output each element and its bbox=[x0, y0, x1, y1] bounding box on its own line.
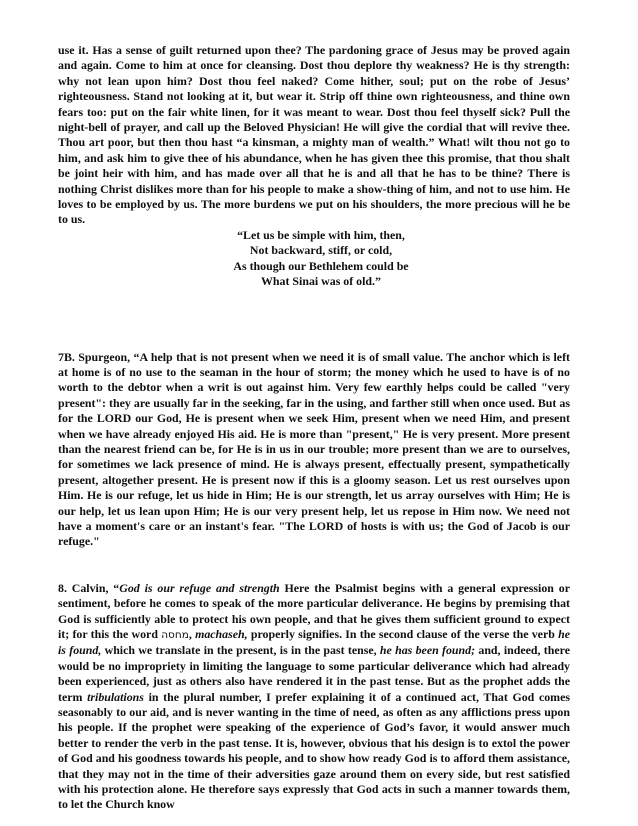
section-gap bbox=[58, 550, 570, 581]
term-he-has-been-found: he has been found; bbox=[379, 643, 476, 658]
document-page bbox=[58, 43, 570, 813]
poem-line: “Let us be simple with him, then, bbox=[237, 227, 405, 242]
term-machaseh: machaseh, bbox=[195, 627, 248, 641]
calvin-verse-title: God is our refuge and strength bbox=[119, 580, 280, 595]
term-he-is-found: he is found, bbox=[58, 627, 570, 658]
paragraph-calvin bbox=[58, 581, 570, 813]
poem-quote bbox=[226, 228, 416, 290]
section-gap bbox=[58, 290, 570, 350]
hebrew-word: מחסה bbox=[161, 629, 189, 641]
paragraph-spurgeon: 7B. Spurgeon, “A help that is not present when we need it is of small value. The anchor which is left at home is of no use to the seaman in the hour of storm; the money which he used to have is of no worth to the debtor when a writ is out against him. Very few earthly helps could be called "very present": they are usually far in the seeking, far in the using, and farther still when once used. But as for the LORD our God, He is present when we seek Him, present when we need Him, and present when we have already enjoyed His aid. He is more than "present," He is very present. More present than the nearest friend can be, for He is in us in our trouble; more present than we are to ourselves, for sometimes we lack presence of mind. He is always present, effectually present, sympathetically present, altogether present. He is present now if this is a gloomy season. Let us rest ourselves upon Him. He is our refuge, let us hide in Him; He is our strength, let us array ourselves with Him; He is our help, let us lean upon Him; He is our very present help, let us repose in Him now. We need not have a moment's care or an instant's fear. "The LORD of hosts is with us; the God of Jacob is our refuge." bbox=[58, 349, 570, 549]
paragraph-intro: use it. Has a sense of guilt returned upon thee? The pardoning grace of Jesus may be proved again and again. Come to him at once for cleansing. Dost thou deplore thy weakness? He is thy strength: why not lean upon him? Dost thou feel naked? Come hither, soul; put on the robe of Jesus’ righteousness. Stand not looking at it, but wear it. Strip off thine own righteousness, and thine own fears too: put on the fair white linen, for it was meant to wear. Dost thou feel thyself sick? Pull the night-bell of prayer, and call up the Beloved Physician! He will give the cordial that will revive thee. Thou art poor, but then thou hast “a kinsman, a mighty man of wealth.” What! wilt thou not go to him, and ask him to give thee of his abundance, when he has given thee this promise, that thou shalt be joint heir with him, and has made over all that he is and all that he has to be thine? There is nothing Christ dislikes more than for his people to make a show-thing of him, and not to use him. He loves to be employed by us. The more burdens we put on his shoulders, the more precious will he be to us. bbox=[58, 43, 570, 227]
calvin-text: in the plural number, I prefer explaining it of a continued act, That God comes seasonably to our aid, and is never wanting in the time of need, as often as any afflictions press upon his people. If the prophet were speaking of the experience of God’s favor, it would answer much better to render the verb in the past tense. It is, however, obvious that his design is to extol the power of God and his goodness towards his people, and to show how ready God is to afford them assistance, that they may not in the time of their adversities gaze around them on every side, but rest satisfied with his protection alone. He therefore says expressly that God acts in such a manner towards them, to let the Church know bbox=[58, 689, 570, 812]
calvin-text: and, indeed, there would be no impropriety in limiting the language to some particular deliverance which had already been experienced, just as others also have rendered it in the past tense. But as the prophet adds the term bbox=[58, 643, 570, 704]
poem-line: What Sinai was of old.” bbox=[261, 274, 381, 289]
calvin-text: Here the Psalmist begins with a general expression or sentiment, before he comes to speak of the more particular deliverance. He begins by premising that God is sufficiently able to protect his own people, and that he gives them sufficient ground to expect it; for this the word bbox=[58, 580, 570, 641]
calvin-lead: 8. Calvin, “ bbox=[58, 580, 120, 595]
term-tribulations: tribulations bbox=[87, 689, 144, 704]
calvin-text: properly signifies. In the second clause of the verse the verb bbox=[247, 627, 559, 641]
poem-line: Not backward, stiff, or cold, bbox=[249, 243, 393, 258]
poem-line: As though our Bethlehem could be bbox=[233, 258, 409, 273]
calvin-text: , bbox=[188, 627, 196, 641]
calvin-text: which we translate in the present, is in the past tense, bbox=[101, 643, 380, 658]
